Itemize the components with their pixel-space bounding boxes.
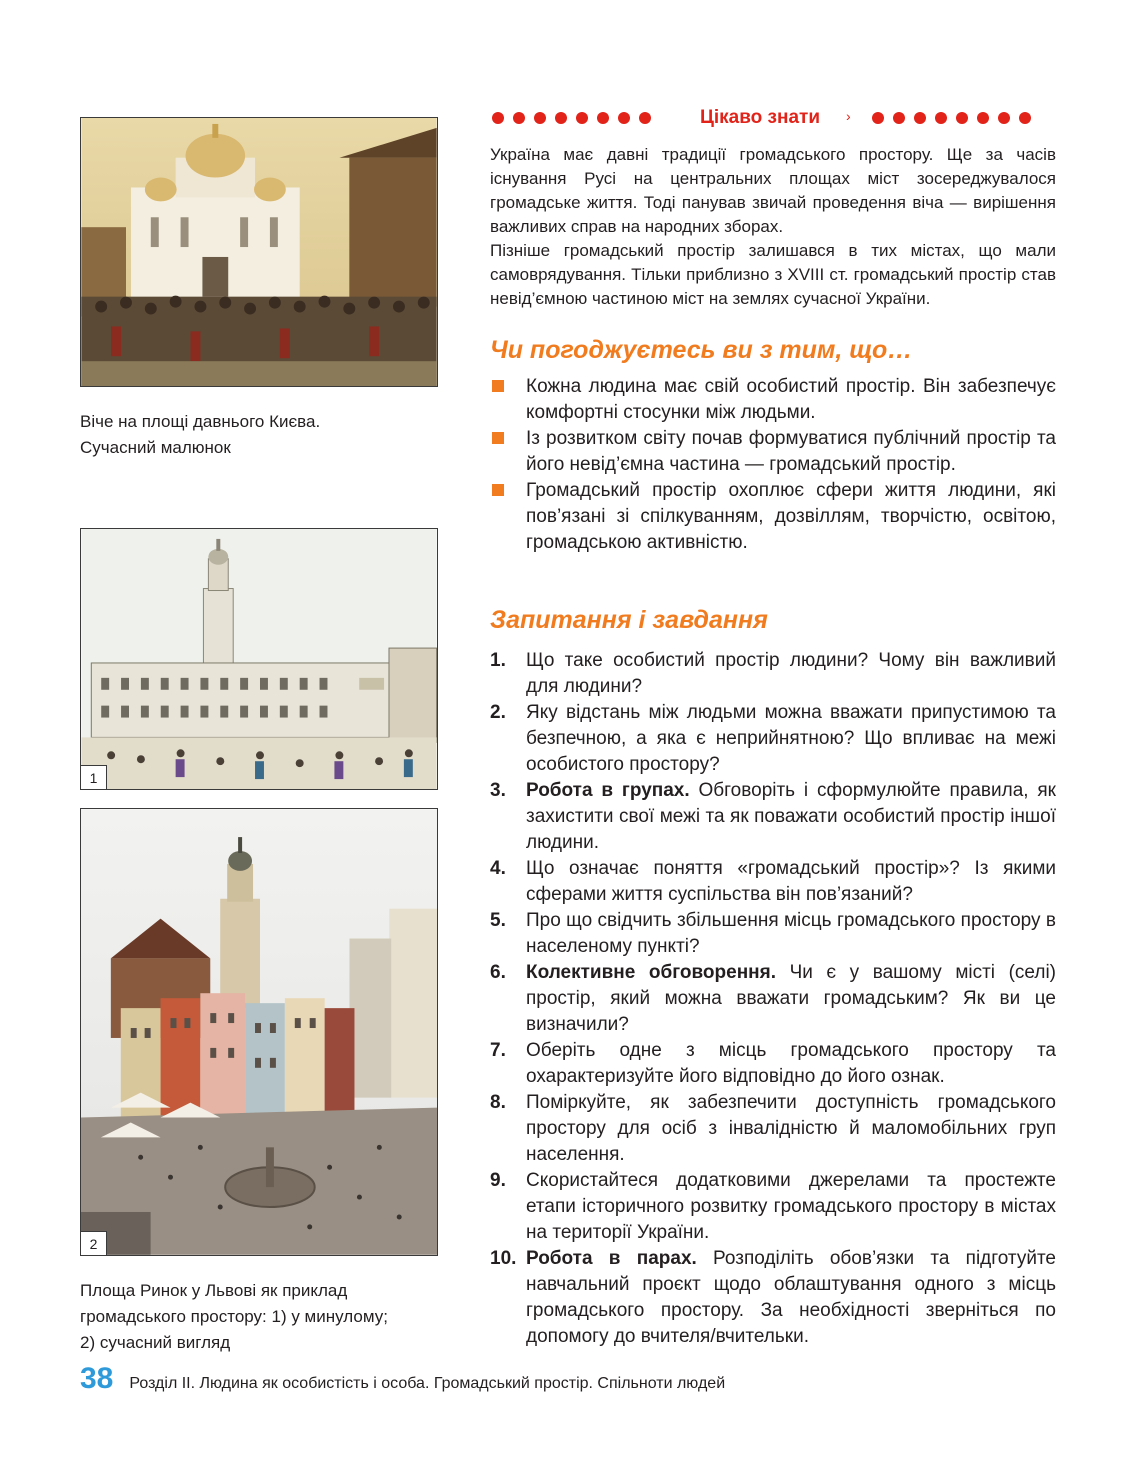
questions-list [490, 648, 1056, 1350]
dot-icon [956, 112, 968, 124]
rynok-old-illustration [81, 529, 437, 789]
veche-painting-image [81, 118, 437, 386]
list-item-text: Кожна людина має свій особистий простір. Він забезпечує комфортні стосунки між людьми. [526, 376, 1056, 423]
question-text: Поміркуйте, як забезпечити доступність громадського простору для осіб з інвалідністю й маломобільних груп населення. [526, 1092, 1056, 1165]
list-item-text: Із розвитком світу почав формуватися публічний простір та його невід’ємна частина — громадський простір. [526, 428, 1056, 475]
dot-icon [576, 112, 588, 124]
question-number: 4. [490, 858, 506, 879]
caption-line: Площа Ринок у Львові як приклад [80, 1281, 348, 1300]
question-item [490, 700, 1056, 778]
rynok-caption [80, 1278, 460, 1356]
fact-box-header [490, 104, 1056, 132]
question-item [490, 648, 1056, 700]
question-text: Що означає поняття «громадський простір»? Із якими сферами життя суспільства він пов’язаний? [526, 858, 1056, 905]
dot-icon [1019, 112, 1031, 124]
dot-icon [597, 112, 609, 124]
question-number: 3. [490, 780, 506, 801]
question-text: Чи є у вашому місті (селі) простір, який можна вважати громадським? Як ви це визначили? [526, 962, 1056, 1035]
bullet-square-icon [492, 380, 504, 392]
question-number: 9. [490, 1170, 506, 1191]
dot-icon [639, 112, 651, 124]
fact-paragraph: Україна має давні традиції громадського простору. Ще за часів існування Русі на центральних площах міст зосереджувалося громадське життя. Тоді панував звичай проведення віча — вирішення важливих справ на народних зборах. [490, 145, 1056, 236]
agree-list [490, 374, 1056, 556]
question-number: 2. [490, 702, 506, 723]
agree-heading: Чи погоджуєтесь ви з тим, що… [490, 336, 913, 364]
question-item [490, 908, 1056, 960]
question-text: Про що свідчить збільшення місць громадського простору в населеному пункті? [526, 910, 1056, 957]
question-text: Що таке особистий простір людини? Чому він важливий для людини? [526, 650, 1056, 697]
dots-left [492, 112, 651, 124]
question-item [490, 1246, 1056, 1350]
rynok-modern-photo [80, 808, 438, 1256]
fact-box-bracket: › [846, 108, 851, 124]
question-text: Скористайтеся додатковими джерелами та простежте етапи історичного розвитку громадського простору в містах на території України. [526, 1170, 1056, 1243]
dot-icon [893, 112, 905, 124]
dot-icon [935, 112, 947, 124]
question-bold: Колективне обговорення. [526, 962, 777, 983]
list-item [490, 426, 1056, 478]
dot-icon [618, 112, 630, 124]
question-text: Оберіть одне з місць громадського простору та охарактеризуйте його відповідно до його ознак. [526, 1040, 1056, 1087]
dot-icon [872, 112, 884, 124]
question-number: 8. [490, 1092, 506, 1113]
dot-icon [555, 112, 567, 124]
fact-box-text [490, 143, 1056, 311]
fact-box-title: Цікаво знати [700, 107, 821, 128]
question-text: Розподіліть обов’язки та підготуйте навчальний проєкт щодо облаштування одного з місць громадського простору. За необхідності зверніться по допомогу до вчителя/вчительки. [526, 1248, 1056, 1347]
questions-heading: Запитання і завдання [490, 606, 768, 634]
dot-icon [513, 112, 525, 124]
question-number: 10. [490, 1248, 517, 1269]
caption-line: Віче на площі давнього Києва. [80, 412, 321, 431]
caption-line: громадського простору: 1) у минулому; [80, 1307, 388, 1326]
question-number: 6. [490, 962, 506, 983]
caption-line: Сучасний малюнок [80, 438, 231, 457]
question-text: Обговоріть і сформулюйте правила, як захистити свої межі та як поважати особистий простір іншої людини. [526, 780, 1056, 853]
page-footer [80, 1362, 725, 1396]
veche-caption [80, 409, 460, 461]
dot-icon [977, 112, 989, 124]
footer-chapter-title: Розділ II. Людина як особистість і особа. Громадський простір. Спільноти людей [129, 1375, 726, 1392]
dot-icon [534, 112, 546, 124]
bullet-square-icon [492, 484, 504, 496]
list-item-text: Громадський простір охоплює сфери життя людини, які пов’язані зі спілкуванням, дозвіллям, творчістю, освітою, громадською активністю. [526, 480, 1056, 553]
figure-number-1: 1 [81, 765, 107, 789]
question-number: 7. [490, 1040, 506, 1061]
question-item [490, 778, 1056, 856]
question-item [490, 1168, 1056, 1246]
figure-number-2: 2 [81, 1231, 107, 1255]
veche-painting [80, 117, 438, 387]
dot-icon [914, 112, 926, 124]
question-item [490, 1038, 1056, 1090]
fact-paragraph: Пізніше громадський простір залишався в тих містах, що мали самоврядування. Тільки приблизно з XVIII ст. громадський простір став невід’ємною частиною міст на землях сучасної України. [490, 241, 1056, 308]
dot-icon [998, 112, 1010, 124]
question-bold: Робота в групах. [526, 780, 690, 801]
dot-icon [492, 112, 504, 124]
question-number: 5. [490, 910, 506, 931]
bullet-square-icon [492, 432, 504, 444]
question-item [490, 856, 1056, 908]
question-item [490, 1090, 1056, 1168]
question-text: Яку відстань між людьми можна вважати припустимою та безпечною, а яка є неприйнятною? Що впливає на межі особистого простору? [526, 702, 1056, 775]
rynok-old-image [80, 528, 438, 790]
list-item [490, 478, 1056, 556]
rynok-modern-illustration [81, 809, 437, 1255]
page-number: 38 [80, 1362, 114, 1395]
list-item [490, 374, 1056, 426]
question-item [490, 960, 1056, 1038]
question-bold: Робота в парах. [526, 1248, 697, 1269]
question-number: 1. [490, 650, 506, 671]
dots-right [872, 112, 1031, 124]
caption-line: 2) сучасний вигляд [80, 1333, 231, 1352]
